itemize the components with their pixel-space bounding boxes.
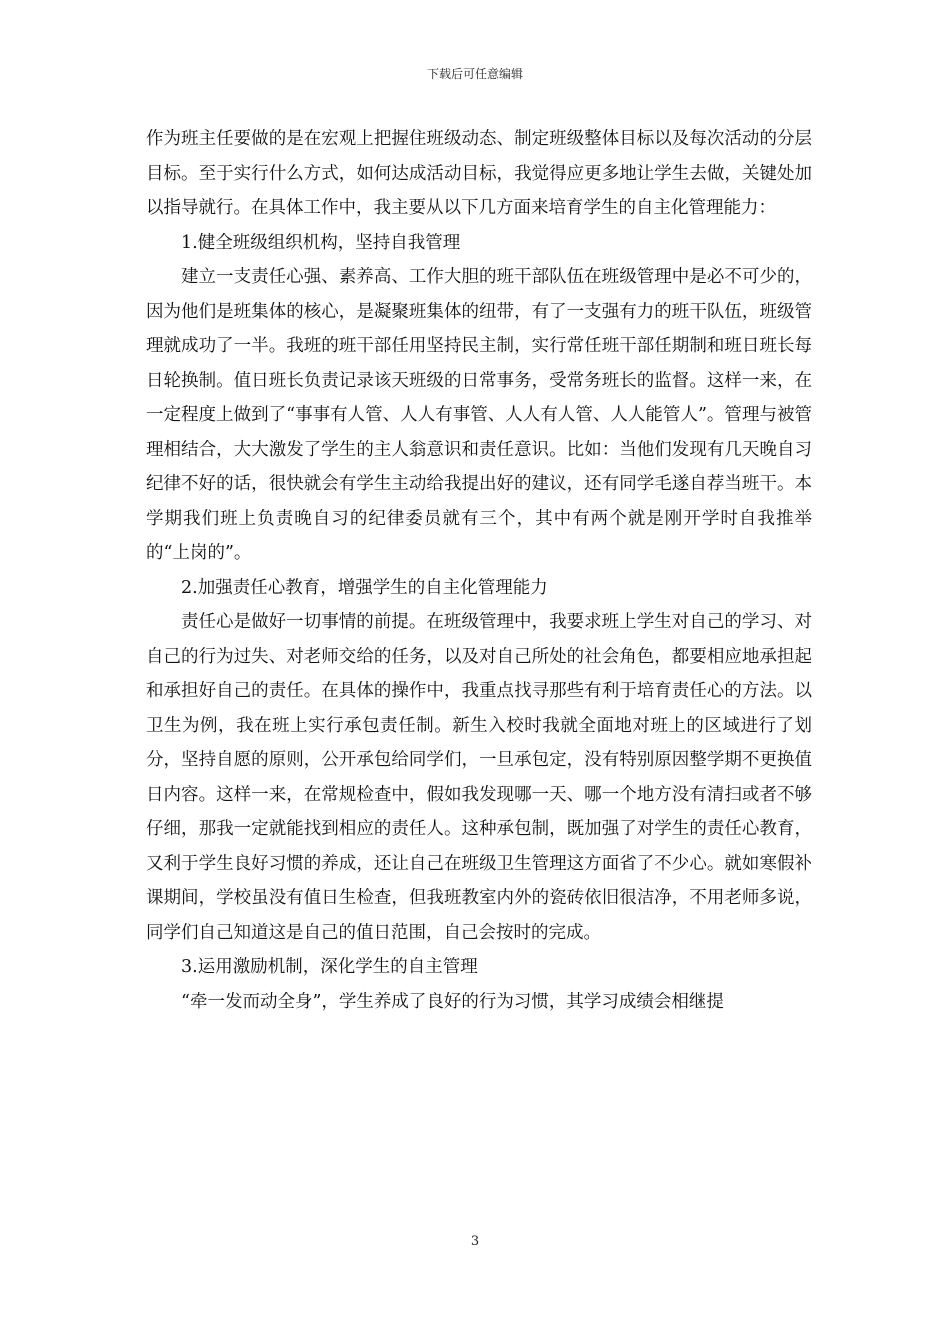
- paragraph-section-2: 责任心是做好一切事情的前提。在班级管理中，我要求班上学生对自己的学习、对自己的行为过失、对老师交给的任务，以及对自己所处的社会角色，都要相应地承担起和承担好自己的责任。在具体的操作中，我重点找寻那些有利于培育责任心的方法。以卫生为例，我在班上实行承包责任制。新生入校时我就全面地对班上的区域进行了划分，坚持自愿的原则，公开承包给同学们，一旦承包定，没有特别原因整学期不更换值日内容。这样一来，在常规检查中，假如我发现哪一天、哪一个地方没有清扫或者不够仔细，那我一定就能找到相应的责任人。这种承包制，既加强了对学生的责任心教育，又利于学生良好习惯的养成，还让自己在班级卫生管理这方面省了不少心。就如寒假补课期间，学校虽没有值日生检查，但我班教室内外的瓷砖依旧很洁净，不用老师多说，同学们自己知道这是自己的值日范围，自己会按时的完成。: [146, 612, 812, 943]
- page-number: 3: [470, 1234, 480, 1249]
- section-heading-3: 3.运用激励机制，深化学生的自主管理: [181, 957, 478, 977]
- paragraph-intro: 作为班主任要做的是在宏观上把握住班级动态、制定班级整体目标以及每次活动的分层目标。至于实行什么方式，如何达成活动目标，我觉得应更多地让学生去做，关键处加以指导就行。在具体工作中，我主要从以下几方面来培育学生的自主化管理能力：: [146, 129, 812, 218]
- paragraph-section-3: “牵一发而动全身”，学生养成了良好的行为习惯，其学习成绩会相继提: [181, 991, 724, 1012]
- page-header: 下载后可任意编辑: [426, 67, 523, 81]
- paragraph-section-1: 建立一支责任心强、素养高、工作大胆的班干部队伍在班级管理中是必不可少的，因为他们是班集体的核心，是凝聚班集体的纽带，有了一支强有力的班干队伍，班级管理就成功了一半。我班的班干部任用坚持民主制，实行常任班干部任期制和班日班长每日轮换制。值日班长负责记录该天班级的日常事务，受常务班长的监督。这样一来，在一定程度上做到了“事事有人管、人人有事管、人人有人管、人人能管人”。管理与被管理相结合，大大激发了学生的主人翁意识和责任意识。比如：当他们发现有几天晚自习纪律不好的话，很快就会有学生主动给我提出好的建议，还有同学毛遂自荐当班干。本学期我们班上负责晚自习的纪律委员就有三个，其中有两个就是刚开学时自我推举的“上岗的”。: [146, 267, 812, 563]
- section-heading-2: 2.加强责任心教育，增强学生的自主化管理能力: [181, 577, 548, 598]
- section-heading-1: 1.健全班级组织机构，坚持自我管理: [181, 232, 461, 253]
- body-text: [146, 122, 812, 1019]
